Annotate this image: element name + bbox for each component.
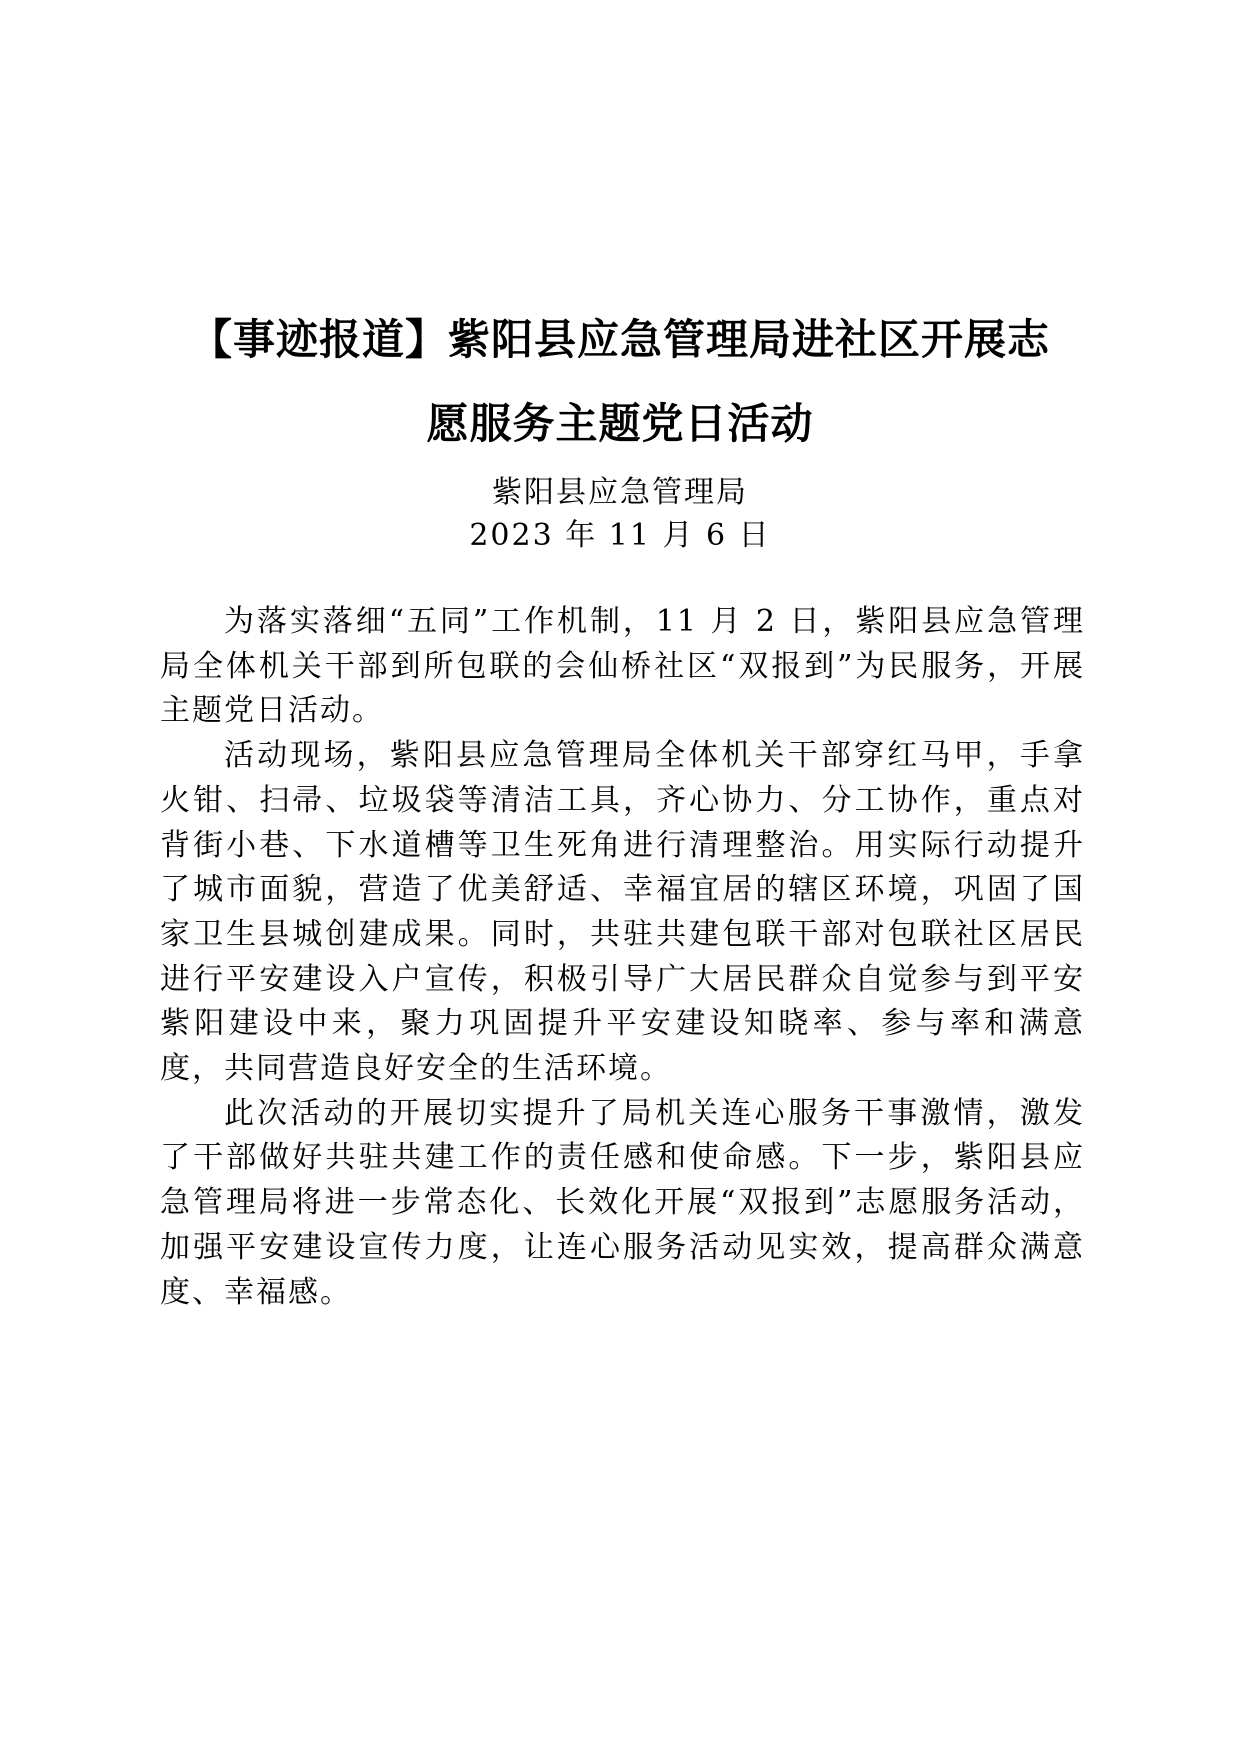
title-line-2: 愿服务主题党日活动 bbox=[426, 399, 814, 448]
paragraph-2: 活动现场，紫阳县应急管理局全体机关干部穿红马甲，手拿火钳、扫帚、垃圾袋等清洁工具，齐心协力、分工协作，重点对背街小巷、下水道槽等卫生死角进行清理整治。用实际行动提升了城市面貌，营造了优美舒适、幸福宜居的辖区环境，巩固了国家卫生县城创建成果。同时，共驻共建包联干部对包联社区居民进行平安建设入户宣传，积极引导广大居民群众自觉参与到平安紫阳建设中来，聚力巩固提升平安建设知晓率、参与率和满意度，共同营造良好安全的生活环境。 bbox=[160, 738, 1085, 1087]
publish-date: 2023 年 11 月 6 日 bbox=[469, 518, 771, 553]
paragraph-3: 此次活动的开展切实提升了局机关连心服务干事激情，激发了干部做好共驻共建工作的责任感和使命感。下一步，紫阳县应急管理局将进一步常态化、长效化开展“双报到”志愿服务活动，加强平安建设宣传力度，让连心服务活动见实效，提高群众满意度、幸福感。 bbox=[160, 1095, 1085, 1310]
paragraph-1: 为落实落细“五同”工作机制，11 月 2 日，紫阳县应急管理局全体机关干部到所包联的会仙桥社区“双报到”为民服务，开展主题党日活动。 bbox=[160, 604, 1085, 729]
document-title bbox=[160, 298, 1080, 466]
author-organization: 紫阳县应急管理局 bbox=[492, 475, 748, 510]
title-line-1: 【事迹报道】紫阳县应急管理局进社区开展志 bbox=[189, 315, 1050, 364]
article-body bbox=[160, 600, 1085, 1315]
